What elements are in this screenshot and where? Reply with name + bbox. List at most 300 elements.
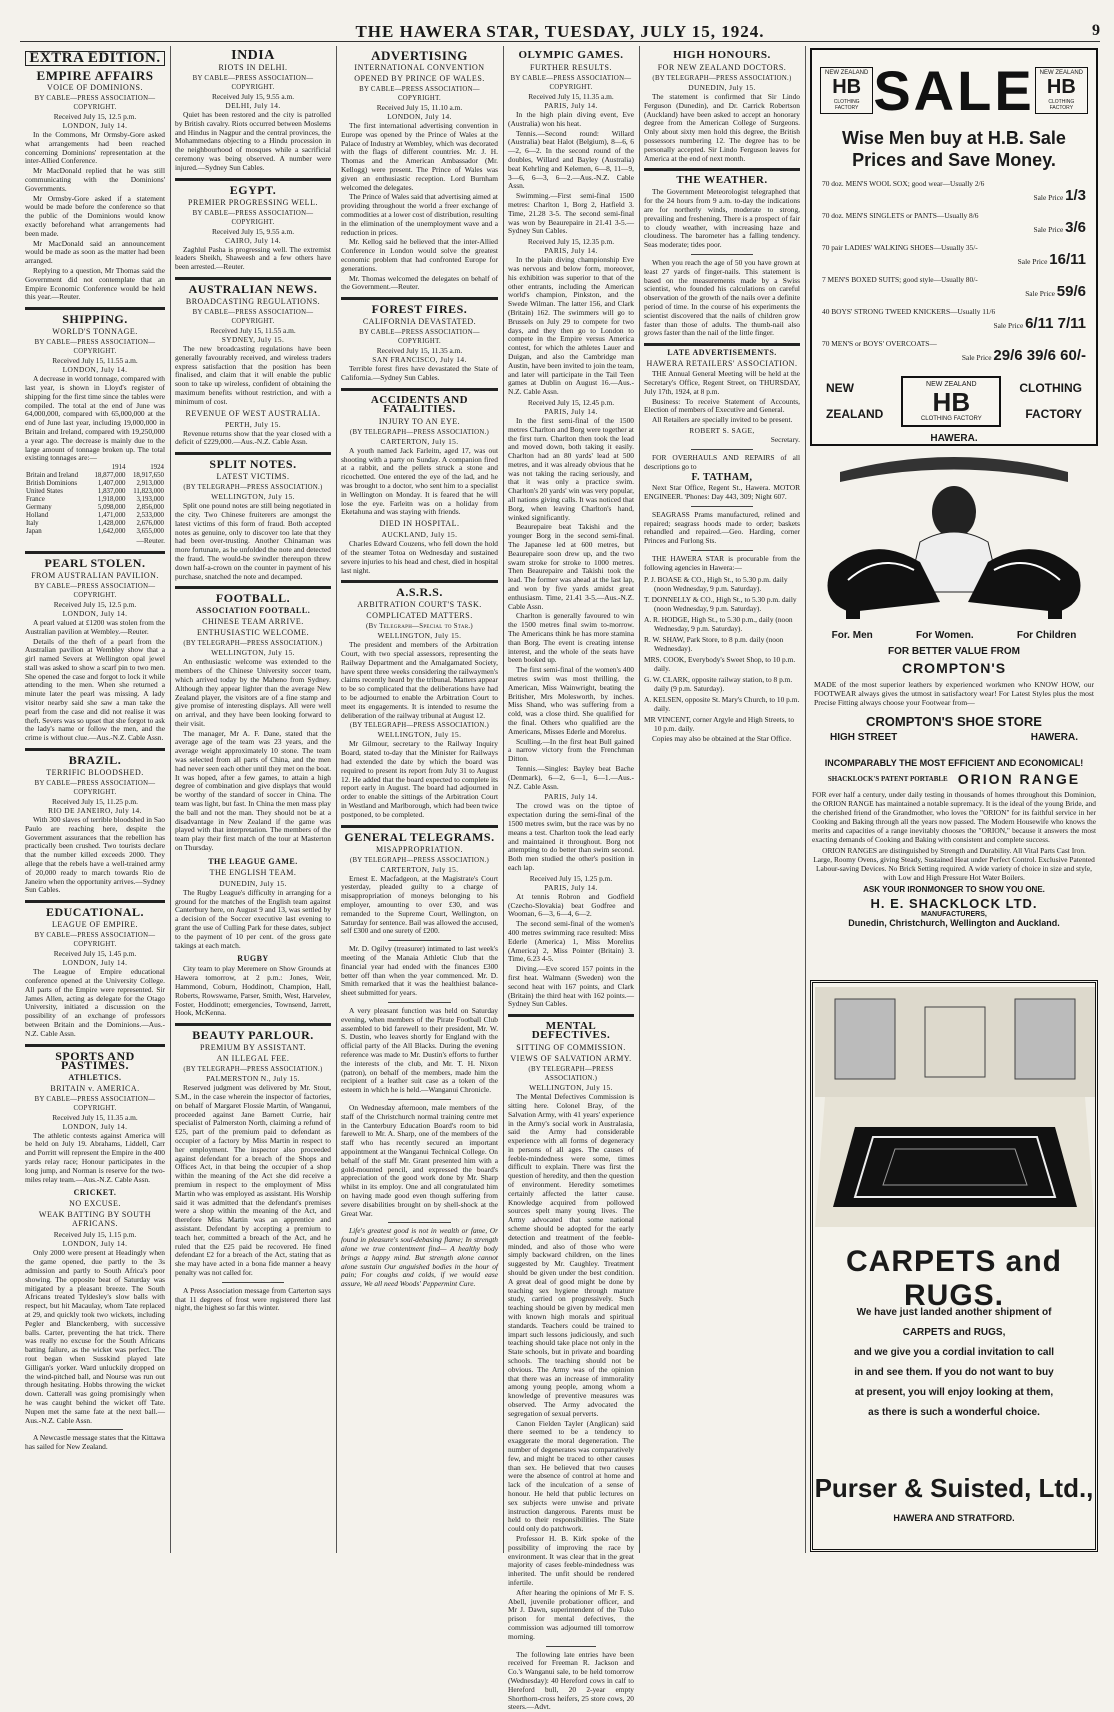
hb-badge-left	[820, 67, 873, 114]
dateline: LONDON, July 14.	[62, 1239, 128, 1249]
article-subheading: INJURY TO AN EYE.	[378, 416, 461, 426]
sale-item-desc: 40 BOYS' STRONG TWEED KNICKERS—Usually 11/6	[822, 307, 996, 316]
divider	[25, 748, 165, 751]
received-line: Received July 15, 12.5 p.m.	[53, 112, 137, 121]
received-line: Received July 15, 11.25 p.m.	[52, 797, 138, 807]
received-line: Received July 15, 9.55 a.m.	[211, 92, 295, 101]
sale-price-label: Sale Price	[993, 321, 1026, 330]
table-cell: Italy	[26, 520, 39, 528]
hb-badge-right	[1035, 67, 1088, 114]
agent-item: A. KELSEN, opposite St. Mary's Church, to 10 p.m. daily.	[644, 694, 800, 713]
column-2	[172, 46, 334, 1553]
table-cell: Britain and Ireland	[26, 472, 79, 480]
received-line: Received July 15, 11.10 a.m.	[376, 103, 463, 112]
article-subheading: NO EXCUSE.	[69, 1199, 121, 1209]
paragraph: An enthusiastic welcome was extended to the members of the Chinese University soccer team, which arrived today by the Maheno from Sydney. Although they appear lighter than the average New Zealand player, the visitors are of a fine stamp and give promise of interesting displays. All were well on arrival, and they have been looking forward to their visit.	[175, 657, 331, 728]
table-cell: 2,676,000	[136, 520, 164, 528]
agent-item: R. W. SHAW, Park Store, to 8 p.m. daily (noon Wednesday).	[644, 634, 784, 653]
badge-text: NEW ZEALAND	[1039, 70, 1083, 76]
table-cell: 2,533,000	[136, 512, 164, 520]
column-5	[641, 46, 803, 1553]
paragraph: A youth named Jack Farleitn, aged 17, was out shooting with a party on Sunday. A companion fired at a rabbit, and the pellets struck a stone and ricochetted. One entered the eye of the lad, and he was brought to a doctor, who sent him to a specialist in Wellington on Monday. It is feared that he will lose the eye. Farleitn was on a holiday from Eketahuna and was staying with friends.	[341, 445, 498, 517]
divider	[644, 168, 800, 171]
dateline: WELLINGTON, July 15.	[377, 631, 462, 641]
badge-text: CLOTHING FACTORY	[833, 99, 860, 111]
divider	[25, 551, 165, 554]
article-subheading: AN ILLEGAL FEE.	[216, 1054, 290, 1064]
dateline: LONDON, July 14.	[62, 365, 128, 375]
sale-item-desc: 70 doz. MEN'S WOOL SOX; good wear—Usually 2/6	[822, 179, 985, 188]
credit-line: BY CABLE—PRESS ASSOCIATION—COPYRIGHT.	[34, 1095, 156, 1112]
credit-line: (BY TELEGRAPH—PRESS ASSOCIATION.)	[183, 1066, 323, 1074]
article-heading: SPLIT NOTES.	[209, 457, 297, 472]
paragraph: Replying to a question, Mr Thomas said the Government did not contemplate that an Empire Economic Conference would be held this year.—Reuter.	[25, 265, 165, 302]
paragraph: THE Annual General Meeting will be held at the Secretary's Office, Regent Street, on THURSDAY, July 17th, 1924, at 8 p.m.	[644, 369, 800, 396]
article-heading: FOREST FIRES.	[371, 302, 468, 317]
column-3	[338, 46, 501, 1553]
article-subheading: DIED IN HOSPITAL.	[379, 519, 460, 529]
agent-item: P. J. BOASE & CO., High St., to 5.30 p.m. daily (noon Wednesday, 9 p.m. Saturday).	[644, 574, 788, 593]
divider	[691, 506, 753, 507]
paragraph: City team to play Meremere on Show Grounds at Hawera tomorrow, at 2 p.m.: Jones, Weir, Hammond, Coburn, Hoddinott, Champion, Hall, Roberts, Rowswarne, Parser, Smith, West, Harvelev, Foster, Hoddinott; emergencies, Townsend, Jarrett, Hook, McKenna.	[175, 964, 331, 1018]
sale-price: 6/11 7/11	[1025, 315, 1086, 332]
article-heading: HIGH HONOURS.	[673, 49, 771, 61]
article-subheading: THE ENGLISH TEAM.	[209, 867, 297, 877]
dateline: CARTERTON, July 15.	[380, 436, 459, 446]
article-subheading: CALIFORNIA DEVASTATED.	[362, 317, 477, 327]
divider	[175, 586, 331, 589]
paragraph: Diving.—Eve scored 157 points in the first heat. Walmann (Sweden) won the second heat with 167 points, and Clark (Britain) the third heat with 162 points.—Sydney Sun Cables.	[508, 964, 634, 1009]
dateline: RIO DE JANEIRO, July 14.	[48, 806, 142, 816]
article-subheading: MISAPPROPRIATION.	[376, 844, 463, 854]
crompton-category: For Children	[1016, 630, 1077, 641]
table-cell: 1,407,000	[97, 480, 126, 488]
article-heading: ACCIDENTS AND FATALITIES.	[370, 393, 469, 415]
paragraph: The new broadcasting regulations have been generally favourably received, and wireless traders express satisfaction that the position has been finalised, and claim that it will enable the public soon to take up wireless, confident of obtaining the maximum benefits without restriction, and with a minimum of cost.	[175, 343, 331, 406]
paragraph: The athletic contests against America will be held on July 19. Abrahams, Liddell, Carr and Porritt will represent the Empire in the 400 yards relay race; Honour participates in the long jump, and Norman is reserve for the two-miles relay team.—Aus.-N.Z. Cable Assn.	[25, 1130, 165, 1184]
received-line: Received July 15, 11.55 a.m.	[210, 325, 296, 335]
table-row	[25, 496, 165, 504]
paragraph: THE HAWERA STAR is procurable from the following agencies in Hawera:—	[644, 554, 800, 572]
article-subheading: COMPLICATED MATTERS.	[366, 611, 473, 621]
hb-sale-advert	[810, 48, 1098, 446]
article-subheading: FURTHER RESULTS.	[530, 63, 612, 72]
article-subheading: ATHLETICS.	[68, 1072, 122, 1082]
received-line: Received July 15, 11.35 a.m.	[52, 1112, 138, 1122]
sale-word: ZEALAND	[826, 407, 884, 421]
dateline: PARIS, July 14.	[544, 246, 598, 256]
received-line: Received July 15, 11.55 a.m.	[52, 356, 138, 366]
article-heading: SHIPPING.	[62, 312, 128, 327]
dateline: LONDON, July 14.	[62, 958, 128, 968]
table-header-row	[25, 464, 165, 472]
column-rule	[805, 46, 806, 1553]
paragraph: Tennis.—Singles: Bayley beat Bache (Denmark), 6—2, 6—1, 6—1.—Aus.-N.Z. Cable Assn.	[508, 763, 634, 791]
article-subheading: THE LEAGUE GAME.	[208, 856, 298, 866]
sale-price-label: Sale Price	[1033, 225, 1066, 234]
received-line: Received July 15, 9.55 a.m.	[211, 226, 295, 236]
carpet-line: at present, you will enjoy looking at them,	[854, 1387, 1054, 1398]
paragraph: A Newcastle message states that the Kittawa has sailed for New Zealand.	[25, 1433, 165, 1452]
divider	[388, 1222, 451, 1223]
paragraph: The president and members of the Arbitration Court, with two special assessors, representing the Railway Department and the Amalgamated Society, have spent three weeks considering the railwaymen's claims recently heard by the tribunal. Matters appear to be so complicated that the deliberations have had to be adjourned to enable the Arbitration Court to meet its engagements. It is intended to resume the deliberation of the railway tribunal at August 12.	[341, 640, 498, 720]
dateline: PERTH, July 15.	[224, 419, 282, 429]
table-cell: 18,877,000	[94, 472, 126, 480]
article-subheading: FROM AUSTRALIAN PAVILION.	[31, 570, 159, 580]
paragraph: In the first semi-final of the 1500 metres Charlton and Borg were together at the first turn. Charlton then took the lead and moved down, both taking it easily. Charlton had an 80 yards' lead at 500 metres, and it was already obvious that he was not taking the racing seriously, and that it was only a practice swim. Charlton's 20 yards' win was very popular, all nations giving calls. It was noticed that Borg, when leaving Charlton's hand, winked significantly.	[508, 415, 634, 522]
masthead	[20, 22, 1100, 42]
paragraph: Copies may also be obtained at the Star Office.	[652, 733, 792, 743]
dateline: LONDON, July 14.	[62, 608, 128, 618]
table-cell	[25, 464, 88, 472]
orion-body: FOR ever half a century, under daily testing in thousands of homes throughout this Dominion, the ORION RANGE has maintained a notable supremacy. It is the ideal of the young Bride, and the cherished friend of the Grandmother, who loves the "ORION" for its faithful service in her Cooking and Baking through all the years now passed. The Modern Housewife who knows the merits and capacities of a range inevitably chooses the "ORION," because it answers the most exacting demands of Cooking and Baking with consistent and complete success.	[812, 790, 1096, 844]
credit-line: BY CABLE—PRESS ASSOCIATION—COPYRIGHT.	[359, 86, 480, 102]
paragraph: When you reach the age of 50 you have grown at least 27 yards of finger-nails. This statement is based on the measurements made by a Swiss scientist, who founded his calculations on careful observation of the growth of the nails over a definite period of time. In the course of his experiments the scientist discovered that the nails of children grow faster than those of adults. The thumb-nail also grows faster than the nail of the little finger.	[644, 257, 800, 338]
article-subheading: BROADCASTING REGULATIONS.	[185, 296, 321, 306]
sale-price: 29/6 39/6 60/-	[993, 347, 1086, 364]
divider	[691, 449, 753, 450]
dateline: SAN FRANCISCO, July 14.	[372, 355, 467, 365]
paragraph: SEAGRASS Prams manufactured, relined and repaired; seagrass hoods made to order; baskets rehandled and repaired.—Geo. Harding, corner Princes and Furlong Sts.	[644, 509, 800, 546]
sale-item	[812, 307, 1096, 334]
article-subheading: SITTING OF COMMISSION.	[516, 1043, 626, 1053]
hb-clothing-logo	[901, 376, 1001, 427]
carpet-firm: Purser & Suisted, Ltd.,	[814, 1473, 1094, 1503]
sale-price-label: Sale Price	[961, 353, 994, 362]
paragraph: With 300 slaves of terrible bloodshed in Sao Paulo are reaching here, despite the Government assurances that the rebellion has practically been crushed. Two tourists declare that the number killed exceeds 2000. They allege that the rebels have a well-trained army of 20,000 ready to march towards Rio de Janeiro when the opportunity arrives.—Sydney Sun Cables.	[25, 815, 165, 895]
table-cell: 18,917,650	[132, 472, 164, 480]
paragraph: In the plain diving championship Eve was nervous and below form, moreover, his exhibition was superior to that of the other entrants, including the American world's champion, Pinkston, and the Swede Wilman. The latter 156, and Clark (Britain) 162. The swimmers will go to Brussels on July 29 to compete for two days, and they then go to London to compete in the Empire versus America contest, for which the athletes Lauer and Duigan, and also the Cambridge man Austin, have been invited to join the team, and later will participate in the Tail Teen games at Dublin on August 16.—Aus.-N.Z. Cable Assn.	[508, 255, 634, 397]
masthead-title: THE HAWERA STAR, TUESDAY, JULY 15, 1924.	[355, 22, 765, 41]
dateline: WELLINGTON, July 15.	[377, 730, 462, 740]
paragraph: The Prince of Wales said that advertising aimed at providing throughout the world a freer exchange of commodities at a lower cost of distribution, resulting in the elimination of the unemployment wave and a reduction in prices.	[341, 192, 498, 237]
paragraph: Ernest E. Macfadgeon, at the Magistrate's Court yesterday, pleaded guilty to a charge of misappropriation of moneys belonging to his employer, amounting to over £30, and was remanded to the Supreme Court, Wellington, on Saturday for sentence. Bail was allowed the accused, self £300 and one surety of £200.	[341, 873, 498, 936]
carpet-line: We have just landed another shipment of	[856, 1307, 1052, 1318]
credit-line: BY CABLE—PRESS ASSOCIATION—COPYRIGHT.	[192, 308, 314, 325]
divider	[341, 297, 498, 300]
dateline: LONDON, July 14.	[387, 112, 452, 121]
orion-manufacturers: MANUFACTURERS,	[921, 911, 987, 918]
article-subheading: INTERNATIONAL CONVENTION	[354, 63, 485, 72]
divider	[341, 388, 498, 391]
article-subheading: ARBITRATION COURT'S TASK.	[357, 600, 482, 610]
carpet-room-illustration	[815, 987, 1095, 1227]
article-heading: INDIA	[231, 48, 275, 63]
dateline: PARIS, July 14.	[544, 882, 598, 892]
paragraph: Sculling.—In the first heat Bull gained a narrow victory from the Frenchman Ditton.	[508, 736, 634, 764]
article-subheading: CRICKET.	[73, 1188, 117, 1198]
badge-logo: HB	[832, 76, 862, 98]
table-cell: Japan	[26, 528, 42, 536]
paragraph: Charlton is generally favoured to win the 1500 metres final swim to-morrow. The Americans think he has more stamina than Borg. The event is creating intense interest, and the whole of the seats have been booked up.	[508, 611, 634, 665]
table-cell: France	[26, 496, 45, 504]
table-cell: 11,823,000	[133, 488, 164, 496]
orion-range-advert	[810, 756, 1098, 970]
dateline: PARIS, July 14.	[544, 101, 598, 110]
article-heading: MENTAL DEFECTIVES.	[531, 1020, 611, 1042]
agents-list	[644, 575, 800, 733]
sale-items	[812, 179, 1096, 366]
paragraph: The statement is confirmed that Sir Lindo Ferguson (Dunedin), and Dr. Carrick Robertson (Auckland) have been asked to accept an honorary degree from the American College of Surgeons. Only about sixty men hold this degree, the British possessors numbering 12. The degree has to be personally accepted. Sir Lindo Ferguson leaves for America at the end of next month.	[644, 92, 800, 163]
credit-line: (BY TELEGRAPH—PRESS ASSOCIATION.)	[349, 856, 490, 864]
credit-line: BY CABLE—PRESS ASSOCIATION—COPYRIGHT.	[34, 95, 156, 111]
article-heading: EGYPT.	[229, 182, 277, 197]
dateline: DUNEDIN, July 15.	[688, 83, 756, 92]
credit-line: BY CABLE—PRESS ASSOCIATION—COPYRIGHT.	[192, 75, 314, 91]
table-row	[25, 488, 165, 496]
credit-line: (BY TELEGRAPH—PRESS ASSOCIATION.)	[183, 640, 323, 648]
credit-line: (BY TELEGRAPH—PRESS ASSOCIATION.)	[349, 428, 490, 436]
table-row	[25, 512, 165, 520]
carpet-place: HAWERA AND STRATFORD.	[893, 1513, 1015, 1523]
table-cell: 1,428,000	[97, 520, 126, 528]
orion-name: ORION RANGE	[957, 771, 1081, 787]
table-cell: British Dominions	[26, 480, 78, 488]
article-heading: THE WEATHER.	[676, 174, 768, 187]
agent-item: G. W. CLARK, opposite railway station, to 8 p.m. daily (9 p.m. Saturday).	[644, 674, 793, 693]
paragraph: Terrible forest fires have devastated the State of California.—Sydney Sun Cables.	[341, 364, 498, 382]
carpet-line: in and see them. If you do not want to buy	[854, 1367, 1054, 1378]
extra-edition-heading: EXTRA EDITION.	[25, 51, 165, 66]
article-subheading: VOICE OF DOMINIONS.	[47, 83, 143, 92]
paragraph: Split one pound notes are still being negotiated in the city. Two Chinese fruiterers are amongst the latest victims of this form of fraud. Both accepted notes as genuine, only to discover too late that they had been over-trusting. Another Chinaman was more fortunate, as he unfolded the note and detected the fraud. The would-be swindler thereupon threw down half-a-crown on the counter in payment of his purchase, snatched the note and decamped.	[175, 501, 331, 581]
article-subheading: PREMIER PROGRESSING WELL.	[188, 197, 318, 207]
credit-line: BY CABLE—PRESS ASSOCIATION—COPYRIGHT.	[510, 75, 632, 91]
article-heading: A.S.R.S.	[396, 585, 443, 600]
paragraph: At tennis Robron and Godfield (Czecho-Slovakia) beat Godfree and Wooman, 6—3, 6—4, 6—2.	[508, 891, 634, 919]
carpets-advert	[810, 980, 1098, 1552]
divider	[388, 940, 451, 941]
article-heading: GENERAL TELEGRAMS.	[344, 829, 495, 844]
carpet-title: CARPETS and RUGS.	[845, 1245, 1063, 1312]
divider	[388, 1002, 451, 1003]
divider	[644, 343, 800, 346]
credit-line: BY CABLE—PRESS ASSOCIATION—COPYRIGHT.	[359, 329, 480, 346]
article-heading: SPORTS AND PASTIMES.	[55, 1048, 135, 1072]
crompton-store: CROMPTON'S SHOE STORE	[866, 714, 1042, 729]
article-subheading: PREMIUM BY ASSISTANT.	[199, 1043, 307, 1053]
paragraph: After hearing the opinions of Mr F. S. Abell, juvenile probationer officer, and Mr J. Dawn, superintendent of the Tuko prison for mental defectives, the commission was adjourned till tomorrow morning.	[508, 1587, 634, 1641]
paragraph: In the high plain diving event, Eve (Australia) won his heat.	[508, 110, 634, 128]
carpet-line: CARPETS and RUGS,	[902, 1327, 1006, 1338]
paragraph: Beaurepaire beat Takishi and the younger Borg in the second semi-final. The Japanese led at 600 metres, but Beaurepaire soon drew up, and the two swam stroke for stroke to 1000 metres. Then Beaurepaire and Takishi took the lead. The former was ahead at the last lap, and won by five yards amidst great enthusiasm. Time, 21.41 3-5.—Aus.-N.Z. Cable Assn.	[508, 522, 634, 611]
article-subheading: FOR NEW ZEALAND DOCTORS.	[657, 63, 787, 72]
paragraph: The League of Empire educational conference opened at the University College. All parts of the Empire were represented. Sir James Allen, acting as delegate for the Otago University, initiated a discussion on the possibility of an exchange of professors between Britain and the Dominions.—Aus.-N.Z. Cable Assn.	[25, 967, 165, 1038]
credit-line: (By Telegraph—Special to Star.)	[366, 623, 473, 631]
article-subheading: BRITAIN v. AMERICA.	[50, 1083, 140, 1093]
dateline: AUCKLAND, July 15.	[381, 530, 458, 540]
paragraph: Tennis.—Second round: Willard (Australia) beat Halot (Belgium), 8—6, 6—2, 6—2. In the second round of the doubles, Willard and Bayley (Australia) beat Kehrling and Kelemen, 6—8, 11—9, 3—6, 6—3, 6—2.—Aus.-N.Z. Cable Assn.	[508, 128, 634, 191]
article-heading: EDUCATIONAL.	[45, 905, 145, 920]
dateline: PARIS, July 14.	[544, 792, 598, 802]
divider	[222, 1282, 284, 1283]
column-1	[22, 46, 168, 1553]
sale-tagline: Wise Men buy at H.B. Sale	[842, 128, 1066, 148]
paragraph: Quiet has been restored and the city is patrolled by British cavalry. Riots occurred between Moslems and Hindus in Nagpur and the central provinces, the Mohammedans objecting to a Hindu procession in the neighbourhood of mosques while a sacrificial ceremony was being observed. A number were injured.—Sydney Sun Cables.	[175, 110, 331, 172]
received-line: Received July 15, 12.5 p.m.	[53, 599, 137, 609]
article-heading: BRAZIL.	[68, 753, 122, 768]
divider	[175, 277, 331, 280]
crompton-advert	[810, 452, 1098, 752]
divider	[546, 1646, 596, 1647]
paragraph: Swimming.—First semi-final 1500 metres: Charlton 1, Borg 2, Hatfield 3. Time, 21.28 3-5. The second semi-final was won by Beaurepaire in 21.41 3-5.—Sydney Sun Cables.	[508, 191, 634, 236]
credit-line: (BY TELEGRAPH—PRESS ASSOCIATION.)	[528, 1066, 614, 1083]
article-heading: BEAUTY PARLOUR.	[192, 1028, 314, 1043]
paragraph: The manager, Mr A. F. Dane, stated that the average age of the team was 23 years, and the average weight approximately 10 stone. The team was selected from all parts of China, and the men had never seen each other until they met on the boat. It was hoped, after a few games, to attain a high degree of combination and give displays that would be worthy of the standard of soccer in China. The team was light, but fast. In China the men mass play the ball and not the man. They should not be at a disadvantage in New Zealand if the game was played with that interpretation. The members of the team play their first match of the tour at Masterton on Thursday.	[175, 728, 331, 853]
divider	[341, 825, 498, 828]
credit-line: (BY TELEGRAPH—PRESS ASSOCIATION.)	[652, 75, 792, 82]
crompton-street: HIGH STREET	[830, 732, 898, 743]
paragraph: Secretary.	[770, 434, 800, 444]
paragraph: Zaghlul Pasha is progressing well. The extremist leaders Sheikh, Shaweesh and a few others have been arrested.—Reuter.	[175, 244, 331, 272]
table-cell: 1,471,000	[97, 512, 126, 520]
article-heading: AUSTRALIAN NEWS.	[188, 281, 318, 296]
sale-item	[812, 339, 1096, 366]
crompton-heading: FOR BETTER VALUE FROM	[887, 646, 1021, 657]
crompton-category: For Women.	[916, 630, 974, 641]
dateline: DELHI, July 14.	[225, 101, 281, 110]
agent-item: MR VINCENT, corner Argyle and High Streets, to 10 p.m. daily.	[644, 714, 795, 733]
table-cell: 2,913,000	[136, 480, 164, 488]
sale-price: 3/6	[1065, 219, 1086, 236]
paragraph: Mr. D. Ogilvy (treasurer) intimated to last week's meeting of the Manaia Athletic Club that the financial year had ended with the finances £300 better off than when the year commenced. Mr. D. Smith remarked that it was the healthiest balance-sheet submitted for years.	[341, 944, 498, 998]
table-cell: 1924	[150, 464, 164, 472]
article-subheading: WORLD'S TONNAGE.	[52, 327, 138, 337]
dateline: SYDNEY, July 15.	[221, 334, 285, 344]
signature: ROBERT S. SAGE,	[689, 425, 755, 435]
sale-price-label: Sale Price	[1033, 193, 1066, 202]
paragraph: Next Star Office, Regent St., Hawera. MOTOR ENGINEER. 'Phones: Day 443, 309; Night 607.	[644, 483, 800, 502]
received-line: Received July 15, 11.35 a.m.	[528, 92, 614, 101]
divider	[25, 900, 165, 903]
table-cell: 2,856,000	[136, 504, 164, 512]
carpet-line: and we give you a cordial invitation to call	[853, 1347, 1055, 1358]
badge-text: NEW ZEALAND	[926, 380, 977, 388]
credit-line: BY CABLE—PRESS ASSOCIATION—COPYRIGHT.	[34, 582, 156, 599]
sale-word: FACTORY	[1025, 407, 1082, 421]
table-row	[25, 504, 165, 512]
article-subheading: OPENED BY PRINCE OF WALES.	[354, 74, 485, 83]
article-heading: EMPIRE AFFAIRS	[36, 68, 154, 83]
paragraph: Mr. Kellog said he believed that the inter-Allied Conference in London would solve the greatest economic problem that had confronted Europe for generations.	[341, 237, 498, 273]
divider	[175, 178, 331, 181]
paragraph: Mr Ormsby-Gore asked if a statement would be made before the conference so that the public of the Dominions would know exactly beforehand what arrangements had been made.	[25, 193, 165, 238]
paragraph: Mr Gilmour, secretary to the Railway Inquiry Board, stated to-day that the Minister for Railways had extended the date by which the board was required to present its report from July 31 to August 12. He added that the board expected to complete its report early in August. The board had adjourned in order to enable the sittings of the Arbitration Court in Westland and Marlborough, which had been twice postponed, to be completed.	[341, 739, 498, 819]
sale-price-label: Sale Price	[1017, 257, 1050, 266]
credit-line: BY CABLE—PRESS ASSOCIATION—COPYRIGHT.	[34, 339, 156, 356]
dateline: CAIRO, July 14.	[224, 235, 282, 245]
sale-price: 59/6	[1056, 283, 1086, 300]
paragraph: Reserved judgment was delivered by Mr. Stout, S.M., in the case wherein the inspector of factories, on behalf of Margaret Flossie Martin, of Wanganui, proceeded against Jane Barnett Currie, hair specialist of Palmerston North, claiming a refund of £25, part of the premium paid to defendant as occupier of a factory by Miss Martin in respect to her employment. The inspector also proceeded against defendant for a breach of the Shops and Offices Act, in that being the occupier of a shop within the meaning of the Act she did receive a premium in respect to the employment of Miss Martin who was employed as assistant. His Worship said it was admitted that the defendant's premises were a shop within the meaning of the Act, and therefore Miss Martin was an apprentice and assistant. Defendant by accepting a premium to teach her, committed a breach of the Act, and he ruled that the £25 paid be recovered. He fined defendant £2 for a breach of the Act, stating that as she may have acted in a bona fide manner a heavy penalty was not called for.	[175, 1083, 331, 1277]
article-subheading: RIOTS IN DELHI.	[218, 63, 288, 72]
crompton-name: CROMPTON'S	[901, 660, 1007, 676]
credit-line: BY CABLE—PRESS ASSOCIATION—COPYRIGHT.	[34, 932, 156, 949]
badge-text: NEW ZEALAND	[824, 70, 869, 76]
table-cell: 1,642,000	[97, 528, 126, 536]
orion-sub: SHACKLOCK'S PATENT PORTABLE	[827, 775, 948, 783]
sale-price: 16/11	[1049, 251, 1086, 268]
paragraph: The Rugby League's difficulty in arranging for a ground for the matches of the English team against Canterbury here, on August 9 and 13, was settled by a decision of the Soccer executive last evening to grant the use of Culling Park for these dates, subject to the payment of 10 per cent. of the gross gate takings at each match.	[175, 887, 331, 950]
column-rule	[170, 46, 171, 1553]
crompton-town: HAWERA.	[1030, 732, 1078, 743]
received-line: Received July 15, 12.35 p.m.	[527, 237, 615, 247]
table-row	[25, 528, 165, 536]
sale-item-desc: 70 doz. MEN'S SINGLETS or PANTS—Usually 8/6	[822, 211, 979, 220]
table-cell: Germany	[26, 504, 52, 512]
sale-tagline: Prices and Save Money.	[852, 150, 1056, 170]
paragraph: Life's greatest good is not in wealth or fame, Or found in pleasure's soul-debasing flame; In strength alone we true contentment find— A healthy body brings a happy mind. But strength alone cannot alone sustain Our anguished bodies in the hour of pain; For coughs and colds, if we would ease assure, We all need Woods' Peppermint Cure.	[341, 1226, 498, 1289]
paragraph: Canon Fielden Tayler (Anglican) said there seemed to be a tendency to exaggerate the moral degeneration. The number of degenerates was comparatively few, and might be traced to other causes than sex. He believed that two causes were the absence of control at home and lack of the inculcation of a sense of honour. He held that public lectures on sex subjects were unwise and private instruction dangerous. Parents must be held to their responsibilities. The State could only do patchwork.	[508, 1418, 634, 1534]
orion-heading: INCOMPARABLY THE MOST EFFICIENT AND ECONOMICAL!	[824, 758, 1084, 768]
badge-text: CLOTHING FACTORY	[920, 415, 982, 422]
dateline: WELLINGTON, July 15.	[529, 1083, 613, 1093]
sale-town: HAWERA.	[930, 433, 978, 444]
advertiser-name: F. TATHAM,	[691, 472, 753, 484]
agent-item: MRS. COOK, Everybody's Sweet Shop, to 10 p.m. daily.	[644, 654, 796, 673]
sale-word: CLOTHING	[1019, 381, 1082, 395]
paragraph: Only 2000 were present at Headingly when the game opened, due partly to the 3s admission and partly to South Africa's poor showing. The opposite beat of Saturday was mitigated by a pleasant breeze. The South Africans treated Tyldesley's slow balls with respect, but hit Macaulay, whom Tate replaced at 29, and quickly took two wickets, including Pegler and Blanckenberg, with successive balls. Carter, preventing the hat trick. There was really no excuse for the South Africans batting failure, as the wicket was perfect. The rout began when Susskind played late Gilligan's yorker. Ward unluckily dropped on the wind-pitched ball, and Nourse was run out through hesitating. Hobbs throwing the wicket down. Catterall was going promisingly when he was caught behind the wicket off Tate. Nupen met the same fate at the next ball.—Aus.-N.Z. Cable Assn.	[25, 1248, 165, 1425]
dateline: LONDON, July 14.	[62, 1121, 128, 1131]
table-row	[25, 520, 165, 528]
article-subheading: CHINESE TEAM ARRIVE.	[202, 617, 304, 627]
sale-word: NEW	[826, 381, 854, 395]
badge-logo: HB	[932, 386, 971, 417]
divider	[25, 1044, 165, 1047]
page-number: 9	[1092, 22, 1100, 39]
article-subheading: ENTHUSIASTIC WELCOME.	[196, 628, 310, 638]
paragraph: A pearl valued at £1200 was stolen from the Australian pavilion at Wembley.—Reuter.	[25, 617, 165, 636]
dateline: WELLINGTON, July 15.	[211, 648, 295, 658]
dateline: CARTERTON, July 15.	[380, 864, 459, 874]
table-cell: 5,098,000	[97, 504, 126, 512]
paragraph: A very pleasant function was held on Saturday evening, when members of the Pirate Football Club assembled to bid farewell to their president, Mr. W. S. Dustin, who leaves shortly for England with the official party of the All Blacks. During the evening reference was made to Mr. Dustin's efforts to further the interests of the club, and Mr. T. H. Nixon (patron), on behalf of the members, made him the recipient of a leather suit case as a token of the esteem in which he is held.—Wanganui Chronicle.	[341, 1006, 498, 1095]
paragraph: A decrease in world tonnage, compared with last year, is shown in Lloyd's register of shipping for the first time since the tables were compiled. The total at the end of June was 64,000,000, compared with 65,000,000 at the end of June last year, including 19,000,000 in Britain and Ireland, compared with 19,250,000 a year ago. The decrease is mainly due to the large amount of tonnage broken up. The total existing tonnages are:—	[25, 374, 165, 463]
orion-maker: H. E. SHACKLOCK LTD.	[870, 896, 1038, 911]
sale-price-label: Sale Price	[1025, 289, 1057, 298]
article-subheading: ASSOCIATION FOOTBALL.	[195, 606, 311, 616]
sale-item	[812, 243, 1096, 270]
dateline: PALMERSTON N., July 15.	[206, 1074, 300, 1084]
table-row	[25, 480, 165, 488]
paragraph: Charles Edward Couzens, who fell down the hold of the steamer Totoa on Wednesday and sustained severe injuries to his head and chest, died in hospital last night.	[341, 539, 498, 575]
sale-item	[812, 211, 1096, 238]
carpet-line: as there is such a wonderful choice.	[868, 1407, 1040, 1418]
column-rule	[639, 46, 640, 1553]
dateline: WELLINGTON, July 15.	[211, 492, 295, 502]
paragraph: A Press Association message from Carterton says that 11 degrees of frost were registered there last night, the highest so far this winter.	[175, 1285, 331, 1313]
agent-item: A. R. HODGE, High St., to 5.30 p.m., daily (noon Wednesday, 9 p.m. Saturday).	[644, 614, 793, 633]
article-heading: OLYMPIC GAMES.	[518, 49, 624, 61]
divider	[508, 1014, 634, 1017]
divider	[175, 452, 331, 455]
paragraph: Details of the theft of a pearl from the Australian pavilion at Wembley show that a girl named Severs at Wellington opal jewel stall was asked to show a scarf pin to two men. She opened the case and forgot to lock it while attending to the men. When she returned a minute later the pearl was missing. A lady visitor nearby said she saw a man take the pearl from the case and did not realise it was theft. Severs was so upset that she forgot to ask the lady's name or follow the men, and the crime is without clue.—Aus.-N.Z. Cable Assn.	[25, 636, 165, 743]
article-heading: FOOTBALL.	[215, 591, 291, 606]
credit-line: BY CABLE—PRESS ASSOCIATION—COPYRIGHT.	[34, 780, 156, 797]
article-subheading: HAWERA RETAILERS' ASSOCIATION.	[646, 359, 798, 369]
column-rule	[503, 46, 504, 1553]
paragraph: The crowd was on the tiptoe of expectation during the semi-final of the 1500 metres swim, but the race was by no means a test. Charlton took the lead early and maintained it throughout. Borg not attempting to do better than swim second. Both men studied the other's position in each lap.	[508, 801, 634, 872]
sale-item	[812, 179, 1096, 206]
paragraph: Mr. Thomas welcomed the delegates on behalf of the Government.—Reuter.	[341, 273, 498, 292]
badge-logo: HB	[1046, 76, 1076, 98]
article-heading: ADVERTISING	[371, 48, 468, 63]
shoes-illustration	[810, 452, 1098, 627]
sale-price: 1/3	[1065, 187, 1086, 204]
credit-line: (BY TELEGRAPH—PRESS ASSOCIATION.)	[349, 722, 490, 730]
article-heading: PEARL STOLEN.	[44, 555, 146, 570]
received-line: Received July 15, 1.15 p.m.	[53, 1230, 137, 1240]
credit-line: BY CABLE—PRESS ASSOCIATION—COPYRIGHT.	[192, 209, 314, 226]
